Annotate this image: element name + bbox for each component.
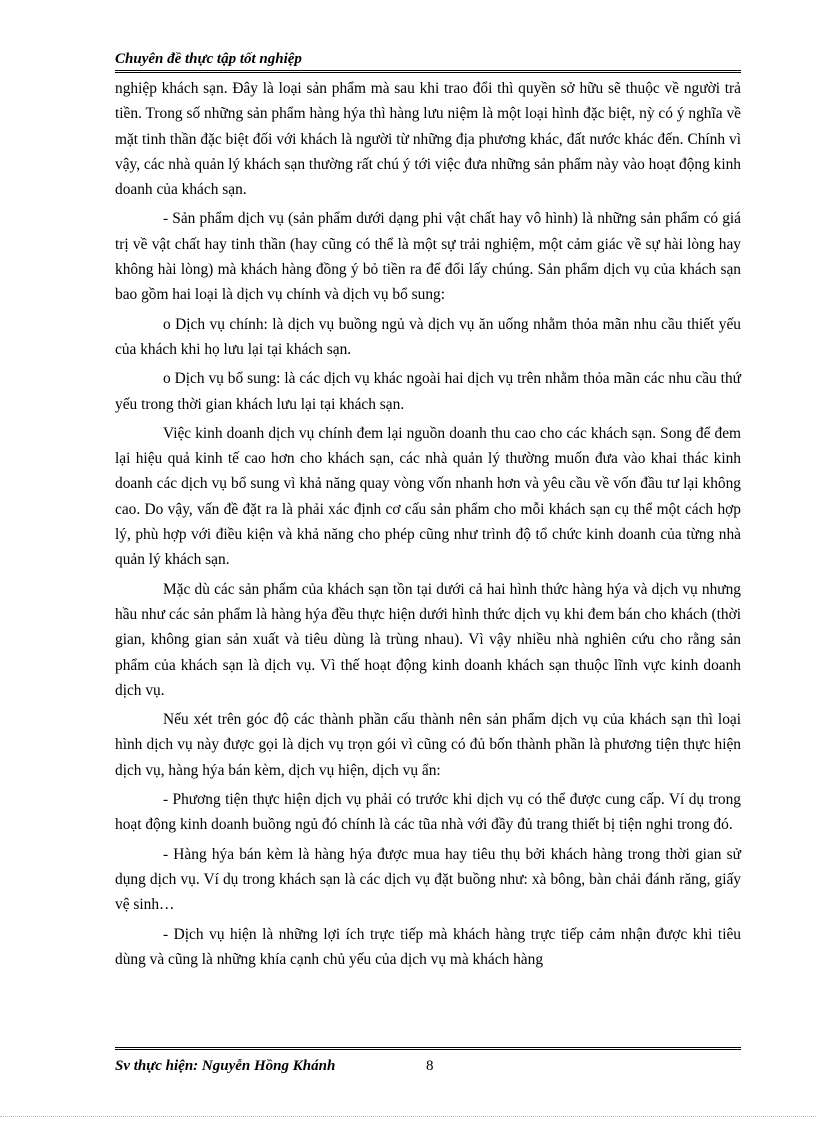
paragraph: - Sản phẩm dịch vụ (sản phẩm dưới dạng phi vật chất hay vô hình) là những sản phẩm có giá trị về vật chất hay tinh thần (hay cũng có thể là một sự trải nghiệm, một cảm giác về sự hài lòng hay không hài lòng) mà khách hàng đồng ý bỏ tiền ra để đổi lấy chúng. Sản phẩm dịch vụ của khách sạn bao gồm hai loại là dịch vụ chính và dịch vụ bổ sung: [115, 210, 741, 304]
page-number: 8 [426, 1058, 434, 1074]
paragraph: o Dịch vụ bổ sung: là các dịch vụ khác ngoài hai dịch vụ trên nhằm thỏa mãn các nhu cầu thứ yếu trong thời gian khách lưu lại tại khách sạn. [115, 370, 741, 413]
paragraph: nghiệp khách sạn. Đây là loại sản phẩm mà sau khi trao đổi thì quyền sở hữu sẽ thuộc về người trả tiền. Trong số những sản phẩm hàng hýa thì hàng lưu niệm là một loại hình đặc biệt, nỳ có ý nghĩa về mặt tinh thần đặc biệt đối với khách là người từ những địa phương khác, đất nước khác đến. Chính vì vậy, các nhà quản lý khách sạn thường rất chú ý tới việc đưa những sản phẩm này vào hoạt động kinh doanh của khách sạn. [115, 80, 741, 199]
paragraph: - Hàng hýa bán kèm là hàng hýa được mua hay tiêu thụ bởi khách hàng trong thời gian sử dụng dịch vụ. Ví dụ trong khách sạn là các dịch vụ đặt buồng như: xà bông, bàn chải đánh răng, giấy vệ sinh… [115, 845, 741, 914]
page-header [115, 50, 741, 73]
page-edge-divider [0, 1116, 816, 1117]
header-title: Chuyên đề thực tập tốt nghiệp [115, 51, 302, 67]
paragraph: Việc kinh doanh dịch vụ chính đem lại nguồn doanh thu cao cho các khách sạn. Song để đem lại hiệu quả kinh tế cao hơn cho khách sạn, các nhà quản lý thường muốn đưa vào khai thác kinh doanh các dịch vụ bổ sung vì khả năng quay vòng vốn nhanh hơn và yêu cầu về vốn đầu tư lại không cao. Do vậy, vấn đề đặt ra là phải xác định cơ cấu sản phẩm cho mỗi khách sạn cụ thể một cách hợp lý, phù hợp với điều kiện và khả năng cho phép cũng như trình độ tổ chức kinh doanh của từng nhà quản lý khách sạn. [115, 424, 741, 569]
paragraph: - Phương tiện thực hiện dịch vụ phải có trước khi dịch vụ có thể được cung cấp. Ví dụ trong hoạt động kinh doanh buồng ngủ đó chính là các tũa nhà với đầy đủ trang thiết bị tiện nghi trong đó. [115, 791, 741, 834]
header-rule [115, 70, 741, 73]
footer-author: Sv thực hiện: Nguyễn Hồng Khánh [115, 1058, 336, 1074]
paragraph: o Dịch vụ chính: là dịch vụ buồng ngủ và dịch vụ ăn uống nhằm thỏa mãn nhu cầu thiết yếu của khách khi họ lưu lại tại khách sạn. [115, 315, 741, 358]
footer-rule [115, 1047, 741, 1050]
paragraph: Nếu xét trên góc độ các thành phần cấu thành nên sản phẩm dịch vụ của khách sạn thì loại hình dịch vụ này được gọi là dịch vụ trọn gói vì cũng có đủ bốn thành phần là phương tiện thực hiện dịch vụ, hàng hýa bán kèm, dịch vụ hiện, dịch vụ ẩn: [115, 711, 741, 779]
document-body [115, 76, 741, 976]
paragraph: - Dịch vụ hiện là những lợi ích trực tiếp mà khách hàng trực tiếp cảm nhận được khi tiêu dùng và cũng là những khía cạnh chủ yếu của dịch vụ mà khách hàng [115, 925, 741, 968]
page-footer [115, 1047, 741, 1075]
paragraph: Mặc dù các sản phẩm của khách sạn tồn tại dưới cả hai hình thức hàng hýa và dịch vụ nhưng hầu như các sản phẩm là hàng hýa đều thực hiện dưới hình thức dịch vụ khi đem bán cho khách (thời gian, không gian sản xuất và tiêu dùng là trùng nhau). Vì vậy nhiều nhà nghiên cứu cho rằng sản phẩm của khách sạn là dịch vụ. Vì thế hoạt động kinh doanh khách sạn thuộc lĩnh vực kinh doanh dịch vụ. [115, 580, 741, 699]
